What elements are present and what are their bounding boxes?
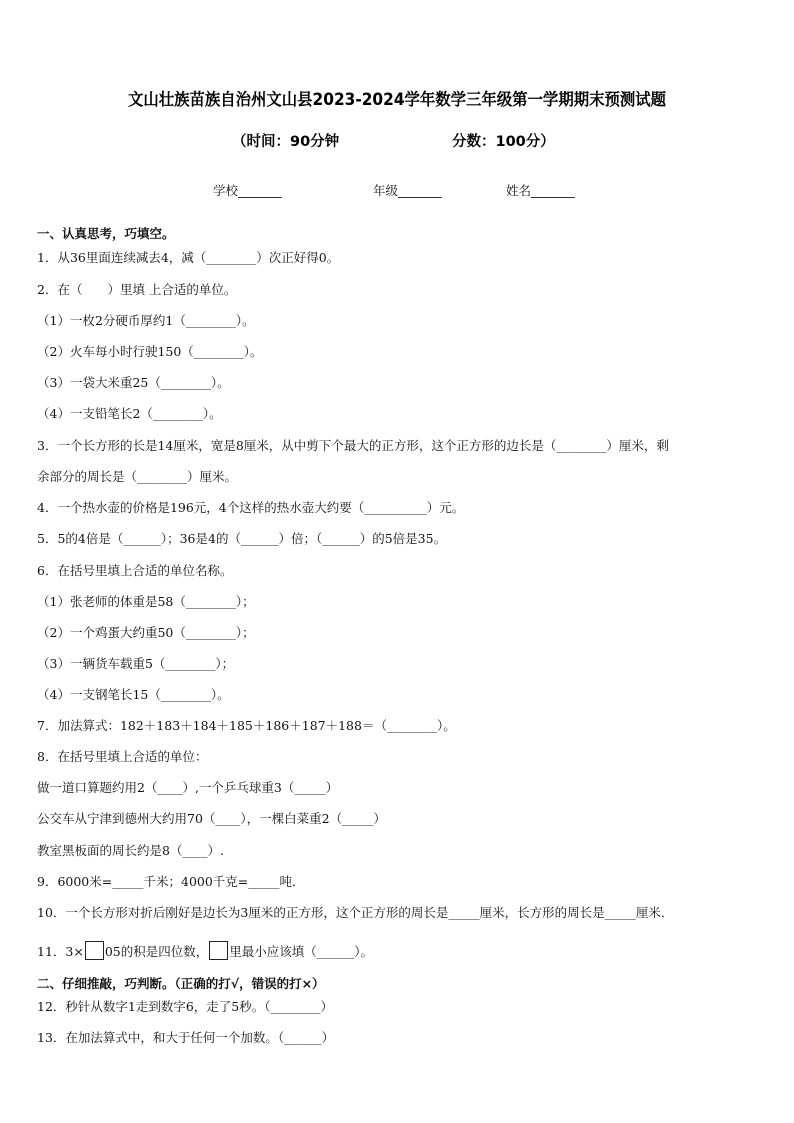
question-1: 1．从36里面连续减去4，减（________）次正好得0。 [37,250,340,265]
question-2-part-1: （1）一枚2分硬币厚约1（________）。 [37,313,255,328]
question-3-continued: 余部分的周长是（________）厘米。 [37,469,238,484]
section-1-heading: 一、认真思考，巧填空。 [37,226,175,241]
question-11 [37,941,373,960]
school-field: 学校_______ [213,183,282,198]
question-13: 13．在加法算式中，和大于任何一个加数。（______） [37,1030,335,1045]
question-10: 10．一个长方形对折后刚好是边长为3厘米的正方形，这个正方形的周长是_____厘米，长方形的周长是_____厘米． [37,905,674,920]
question-11-middle: 05的积是四位数， [104,944,209,959]
question-2-part-4: （4）一支铅笔长2（________）。 [37,406,222,421]
question-6-part-3: （3）一辆货车载重5（________）； [37,656,235,671]
exam-time: （时间：90分钟 [232,134,340,150]
question-12: 12．秒针从数字1走到数字6，走了5秒。（________） [37,999,334,1014]
name-field: 姓名_______ [506,183,575,198]
question-3: 3．一个长方形的长是14厘米，宽是8厘米，从中剪下个最大的正方形，这个正方形的边长是（________）厘米，剩 [37,438,669,453]
question-9: 9．6000米=_____千米；4000千克=_____吨． [37,874,305,889]
question-11-prefix: 11．3× [37,944,84,959]
question-8-line-3: 教室黑板面的周长约是8（____）. [37,843,224,858]
question-8-line-2: 公交车从宁津到德州大约用70（____），一棵白菜重2（_____） [37,811,386,826]
question-5: 5．5的4倍是（______）；36是4的（______）倍；（______）的5倍是35。 [37,531,447,546]
question-8: 8．在括号里填上合适的单位： [37,749,208,764]
question-11-suffix: 里最小应该填（______）。 [229,944,374,959]
answer-box [85,941,104,960]
question-6-part-1: （1）张老师的体重是58（________）； [37,594,255,609]
question-8-line-1: 做一道口算题约用2（____）,一个乒乓球重3（_____） [37,780,339,795]
question-6: 6．在括号里填上合适的单位名称。 [37,563,233,578]
question-2: 2．在（ ）里填 上合适的单位。 [37,282,237,297]
page-title: 文山壮族苗族自治州文山县2023-2024学年数学三年级第一学期期末预测试题 [128,90,666,109]
question-6-part-2: （2）一个鸡蛋大约重50（________）； [37,625,255,640]
question-2-part-3: （3）一袋大米重25（________）。 [37,375,230,390]
grade-field: 年级_______ [373,183,442,198]
section-2-heading: 二、仔细推敲，巧判断。（正确的打√，错误的打×） [37,976,325,991]
exam-score: 分数：100分） [452,134,555,150]
question-4: 4．一个热水壶的价格是196元，4个这样的热水壶大约要（__________）元。 [37,500,465,515]
question-7: 7．加法算式：182＋183＋184＋185＋186＋187＋188＝（________）。 [37,718,456,733]
answer-box [209,941,228,960]
question-6-part-4: （4）一支钢笔长15（________）。 [37,687,230,702]
question-2-part-2: （2）火车每小时行驶150（________）。 [37,344,263,359]
